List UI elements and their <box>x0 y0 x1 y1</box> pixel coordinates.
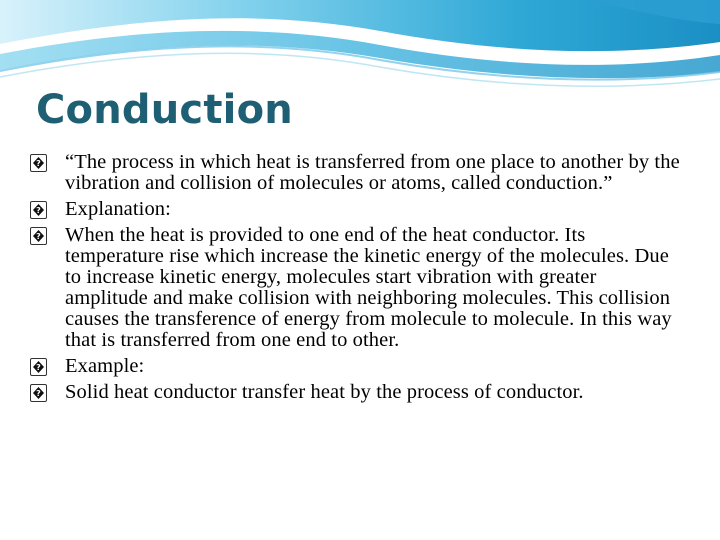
bullet-list <box>30 152 682 408</box>
bullet-text-explanation-heading: Explanation: <box>65 198 171 220</box>
wave-header <box>0 0 720 90</box>
bullet-text-definition: “The process in which heat is transferred from one place to another by the vibration and collision of molecules or atoms, called conduction.” <box>65 151 680 194</box>
replacement-character-icon <box>30 382 65 403</box>
replacement-character-icon <box>30 199 65 220</box>
bullet-item-explanation-body <box>30 225 682 351</box>
page-title: Conduction <box>36 87 293 133</box>
svg-text:?: ? <box>36 388 41 398</box>
bullet-item-example-body <box>30 382 682 403</box>
bullet-item-explanation-heading <box>30 199 682 220</box>
replacement-character-icon <box>30 356 65 377</box>
replacement-character-icon <box>30 225 65 246</box>
bullet-item-example-heading <box>30 356 682 377</box>
bullet-item-definition <box>30 152 682 194</box>
svg-text:?: ? <box>36 205 41 215</box>
svg-text:?: ? <box>36 231 41 241</box>
svg-text:?: ? <box>36 158 41 168</box>
replacement-character-icon <box>30 152 65 173</box>
svg-text:?: ? <box>36 362 41 372</box>
bullet-text-example-body: Solid heat conductor transfer heat by the process of conductor. <box>65 381 584 403</box>
bullet-text-example-heading: Example: <box>65 355 145 377</box>
bullet-text-explanation-body: When the heat is provided to one end of the heat conductor. Its temperature rise which increase the kinetic energy of the molecules. Due to increase kinetic energy, molecules start vibration with greater amplitude and make collision with neighboring molecules. This collision causes the transference of energy from molecule to molecule. In this way that is transferred from one end to other. <box>65 224 672 351</box>
